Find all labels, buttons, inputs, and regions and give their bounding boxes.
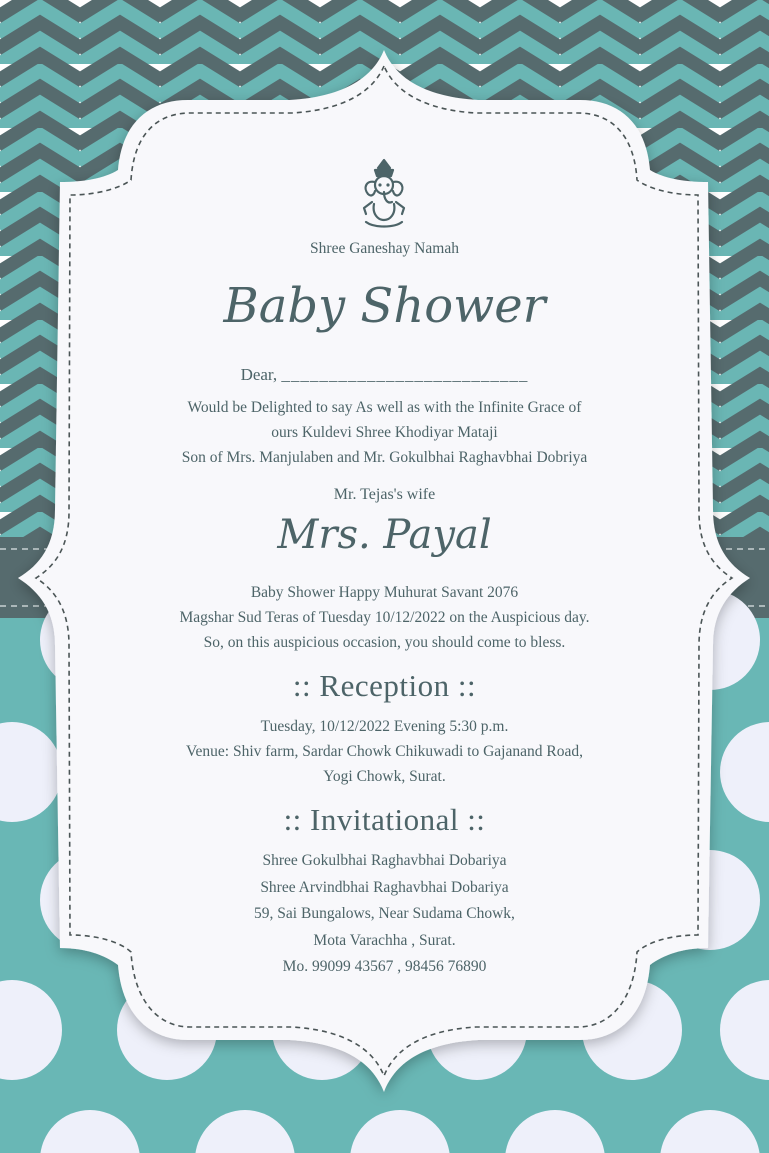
intro-line: Would be Delighted to say As well as with the Infinite Grace of (187, 399, 582, 416)
invitational-heading: :: Invitational :: (283, 802, 486, 837)
reception-heading: :: Reception :: (292, 668, 477, 703)
honoree-name: Mrs. Payal (277, 512, 492, 558)
intro-line: Son of Mrs. Manjulaben and Mr. Gokulbhai Raghavbhai Dobriya (181, 449, 588, 466)
details-line: Magshar Sud Teras of Tuesday 10/12/2022 on the Auspicious day. (179, 609, 590, 626)
event-title: Baby Shower (223, 278, 546, 334)
invitational-line: Shree Arvindbhai Raghavbhai Dobariya (260, 878, 509, 896)
ganesha-icon (358, 158, 410, 230)
invitational-line: Shree Gokulbhai Raghavbhai Dobariya (262, 852, 507, 869)
intro-text (0, 395, 769, 470)
invitational-line: 59, Sai Bungalows, Near Sudama Chowk, (254, 905, 515, 922)
dear-label: Dear, (240, 365, 278, 384)
husband-line: Mr. Tejas's wife (333, 486, 436, 503)
invitational-line: Mo. 99099 43567 , 98456 76890 (282, 958, 487, 975)
details-line: So, on this auspicious occasion, you should come to bless. (203, 634, 566, 651)
reception-line: Yogi Chowk, Surat. (323, 768, 446, 785)
invitational-details (0, 848, 769, 981)
reception-line: Venue: Shiv farm, Sardar Chowk Chikuwadi to Gajanand Road, (186, 743, 583, 760)
invocation-text: Shree Ganeshay Namah (310, 240, 459, 257)
reception-details (0, 714, 769, 789)
invitational-line: Mota Varachha , Surat. (313, 931, 456, 949)
details-line: Baby Shower Happy Muhurat Savant 2076 (250, 584, 519, 601)
dear-blank: __________________________ (281, 365, 529, 384)
details-text (0, 580, 769, 655)
reception-line: Tuesday, 10/12/2022 Evening 5:30 p.m. (260, 718, 509, 735)
intro-line: ours Kuldevi Shree Khodiyar Mataji (271, 424, 498, 441)
dear-line (0, 362, 769, 387)
